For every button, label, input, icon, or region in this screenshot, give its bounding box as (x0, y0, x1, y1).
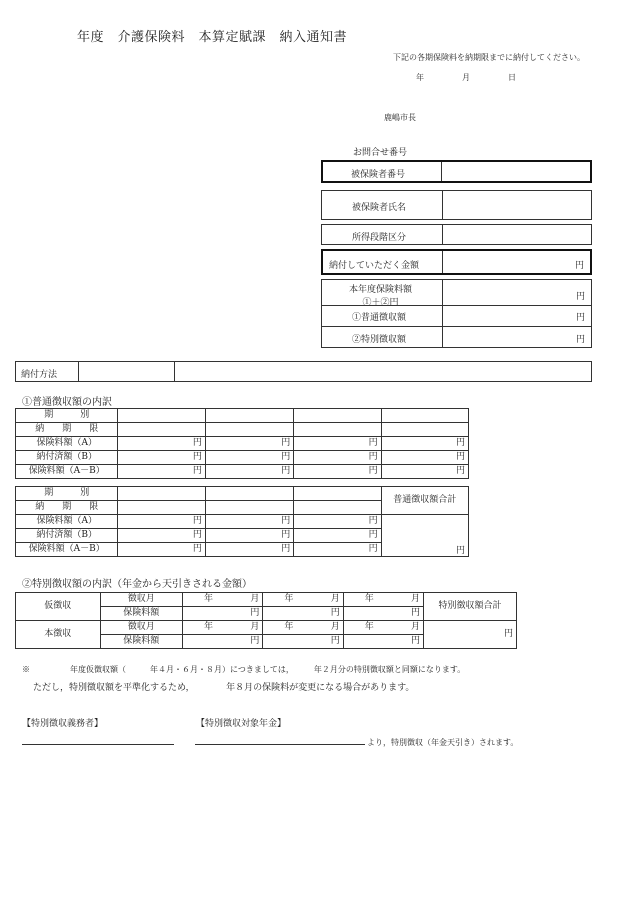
paid-label: 納付済額（B） (16, 451, 118, 465)
month-cell (182, 593, 262, 607)
yen-cell: 円 (205, 543, 293, 557)
month-unit: 月 (411, 594, 421, 604)
yen-cell: 円 (294, 437, 381, 451)
table-row (16, 487, 469, 501)
deadline-label: 納 期 限 (16, 423, 118, 437)
month-unit: 月 (250, 622, 260, 632)
pay-amount-label: 納付していただく金額 (329, 261, 420, 271)
annual-line2: ①＋②円 (362, 298, 399, 308)
divider (442, 280, 443, 347)
date-day: 日 (508, 73, 516, 82)
yen-unit: 円 (575, 292, 585, 302)
year-unit: 年 (364, 622, 374, 632)
notice-text: 下記の各期保険料を納期限までに納付してください。 (393, 53, 585, 62)
balance-label: 保険料額（A－B） (16, 543, 118, 557)
section1-heading: ①普通徴収額の内訳 (22, 397, 112, 408)
cell (294, 501, 381, 515)
cell (205, 423, 293, 437)
cell (118, 423, 205, 437)
year-unit: 年 (203, 622, 213, 632)
yen-cell: 円 (118, 515, 205, 529)
table-row (16, 621, 517, 635)
pension-blank-line (195, 744, 365, 745)
insured-name-label: 被保険者氏名 (352, 203, 407, 213)
month-unit: 月 (330, 594, 340, 604)
special-total-label: 特別徴収額合計 (424, 593, 517, 621)
month-label: 徴収月 (100, 621, 182, 635)
premium-label: 保険料額（A） (16, 437, 118, 451)
year-unit: 年 (203, 594, 213, 604)
ordinary-total-value: 円 (381, 515, 468, 557)
table-row (16, 451, 469, 465)
ordinary-total-label: 普通徴収額合計 (381, 487, 468, 515)
note-line-1: ※ 年度仮徴収額（ 年４月・６月・８月）につきましては， 年２月分の特別徴収額と同額になります。 (22, 665, 466, 674)
yen-unit: 円 (575, 335, 585, 345)
date-month: 月 (462, 73, 470, 82)
yen-cell: 円 (205, 515, 293, 529)
month-cell (263, 593, 343, 607)
premium-label: 保険料額（A） (16, 515, 118, 529)
yen-cell: 円 (263, 635, 343, 649)
period-label: 期 別 (16, 487, 118, 501)
yen-cell: 円 (205, 465, 293, 479)
table-row (16, 409, 469, 423)
cell (294, 409, 381, 423)
mayor-label: 鹿嶋市長 (384, 113, 416, 122)
yen-cell: 円 (294, 451, 381, 465)
table-row (16, 593, 517, 607)
payment-method-row (15, 361, 592, 382)
cell (205, 409, 293, 423)
yen-cell: 円 (381, 437, 468, 451)
yen-cell: 円 (381, 451, 468, 465)
insured-name-box (321, 190, 592, 220)
divider (322, 326, 591, 327)
premium-label: 保険料額 (100, 607, 182, 621)
ordinary-label: ①普通徴収額 (352, 313, 407, 323)
table-row (16, 423, 469, 437)
section2-heading: ②特別徴収額の内訳（年金から天引きされる金額） (22, 579, 252, 590)
cell (381, 423, 468, 437)
yen-cell: 円 (118, 543, 205, 557)
yen-cell: 円 (182, 607, 262, 621)
pay-amount-box (321, 249, 592, 275)
insured-number-label: 被保険者番号 (351, 170, 406, 180)
yen-cell: 円 (294, 465, 381, 479)
insured-number-box (321, 160, 592, 183)
main-label: 本徴収 (16, 621, 101, 649)
divider (442, 225, 443, 244)
month-cell (343, 593, 423, 607)
special-label: ②特別徴収額 (352, 335, 407, 345)
yen-cell: 円 (343, 635, 423, 649)
yen-cell: 円 (294, 515, 381, 529)
table-row (16, 465, 469, 479)
income-class-box (321, 224, 592, 245)
yen-cell: 円 (294, 543, 381, 557)
yen-cell: 円 (205, 437, 293, 451)
month-unit: 月 (330, 622, 340, 632)
cell (118, 487, 205, 501)
cell (118, 501, 205, 515)
document-title: 年度 介護保険料 本算定賦課 納入通知書 (77, 30, 348, 45)
table-row (16, 515, 469, 529)
divider (78, 362, 79, 381)
month-label: 徴収月 (100, 593, 182, 607)
month-unit: 月 (411, 622, 421, 632)
yen-cell: 円 (343, 607, 423, 621)
yen-cell: 円 (118, 451, 205, 465)
cell (294, 487, 381, 501)
obligor-label: 【特別徴収義務者】 (22, 719, 104, 729)
divider (442, 191, 443, 219)
yen-cell: 円 (381, 465, 468, 479)
closing-text: より，特別徴収（年金天引き）されます。 (367, 738, 519, 747)
deadline-label: 納 期 限 (16, 501, 118, 515)
ordinary-table-1 (15, 408, 469, 479)
premium-label: 保険料額 (100, 635, 182, 649)
month-cell (263, 621, 343, 635)
yen-cell: 円 (118, 529, 205, 543)
special-total-value: 円 (424, 621, 517, 649)
special-table (15, 592, 517, 649)
yen-cell: 円 (205, 529, 293, 543)
cell (118, 409, 205, 423)
month-cell (343, 621, 423, 635)
yen-unit: 円 (575, 313, 585, 323)
payment-method-label: 納付方法 (21, 370, 58, 380)
paid-label: 納付済額（B） (16, 529, 118, 543)
yen-cell: 円 (118, 437, 205, 451)
inquiry-label: お問合せ番号 (353, 148, 408, 158)
yen-unit: 円 (574, 261, 584, 271)
divider (174, 362, 175, 381)
ordinary-table-2 (15, 486, 469, 557)
annual-line1: 本年度保険料額 (349, 285, 413, 295)
yen-cell: 円 (118, 465, 205, 479)
cell (205, 487, 293, 501)
table-row (16, 437, 469, 451)
month-unit: 月 (250, 594, 260, 604)
divider (441, 162, 442, 181)
obligor-blank-line (22, 744, 174, 745)
yen-cell: 円 (263, 607, 343, 621)
provisional-label: 仮徴収 (16, 593, 101, 621)
pension-label: 【特別徴収対象年金】 (196, 719, 287, 729)
cell (381, 409, 468, 423)
yen-cell: 円 (294, 529, 381, 543)
balance-label: 保険料額（A－B） (16, 465, 118, 479)
income-class-label: 所得段階区分 (352, 233, 407, 243)
date-year: 年 (416, 73, 424, 82)
month-cell (182, 621, 262, 635)
period-label: 期 別 (16, 409, 118, 423)
yen-cell: 円 (205, 451, 293, 465)
cell (205, 501, 293, 515)
year-unit: 年 (284, 594, 294, 604)
annual-premium-box (321, 279, 592, 348)
year-unit: 年 (364, 594, 374, 604)
note-line-2: ただし，特別徴収額を平準化するため， 年８月の保険料が変更になる場合があります。 (33, 683, 415, 693)
year-unit: 年 (284, 622, 294, 632)
cell (294, 423, 381, 437)
divider (442, 251, 443, 273)
divider (322, 305, 591, 306)
yen-cell: 円 (182, 635, 262, 649)
